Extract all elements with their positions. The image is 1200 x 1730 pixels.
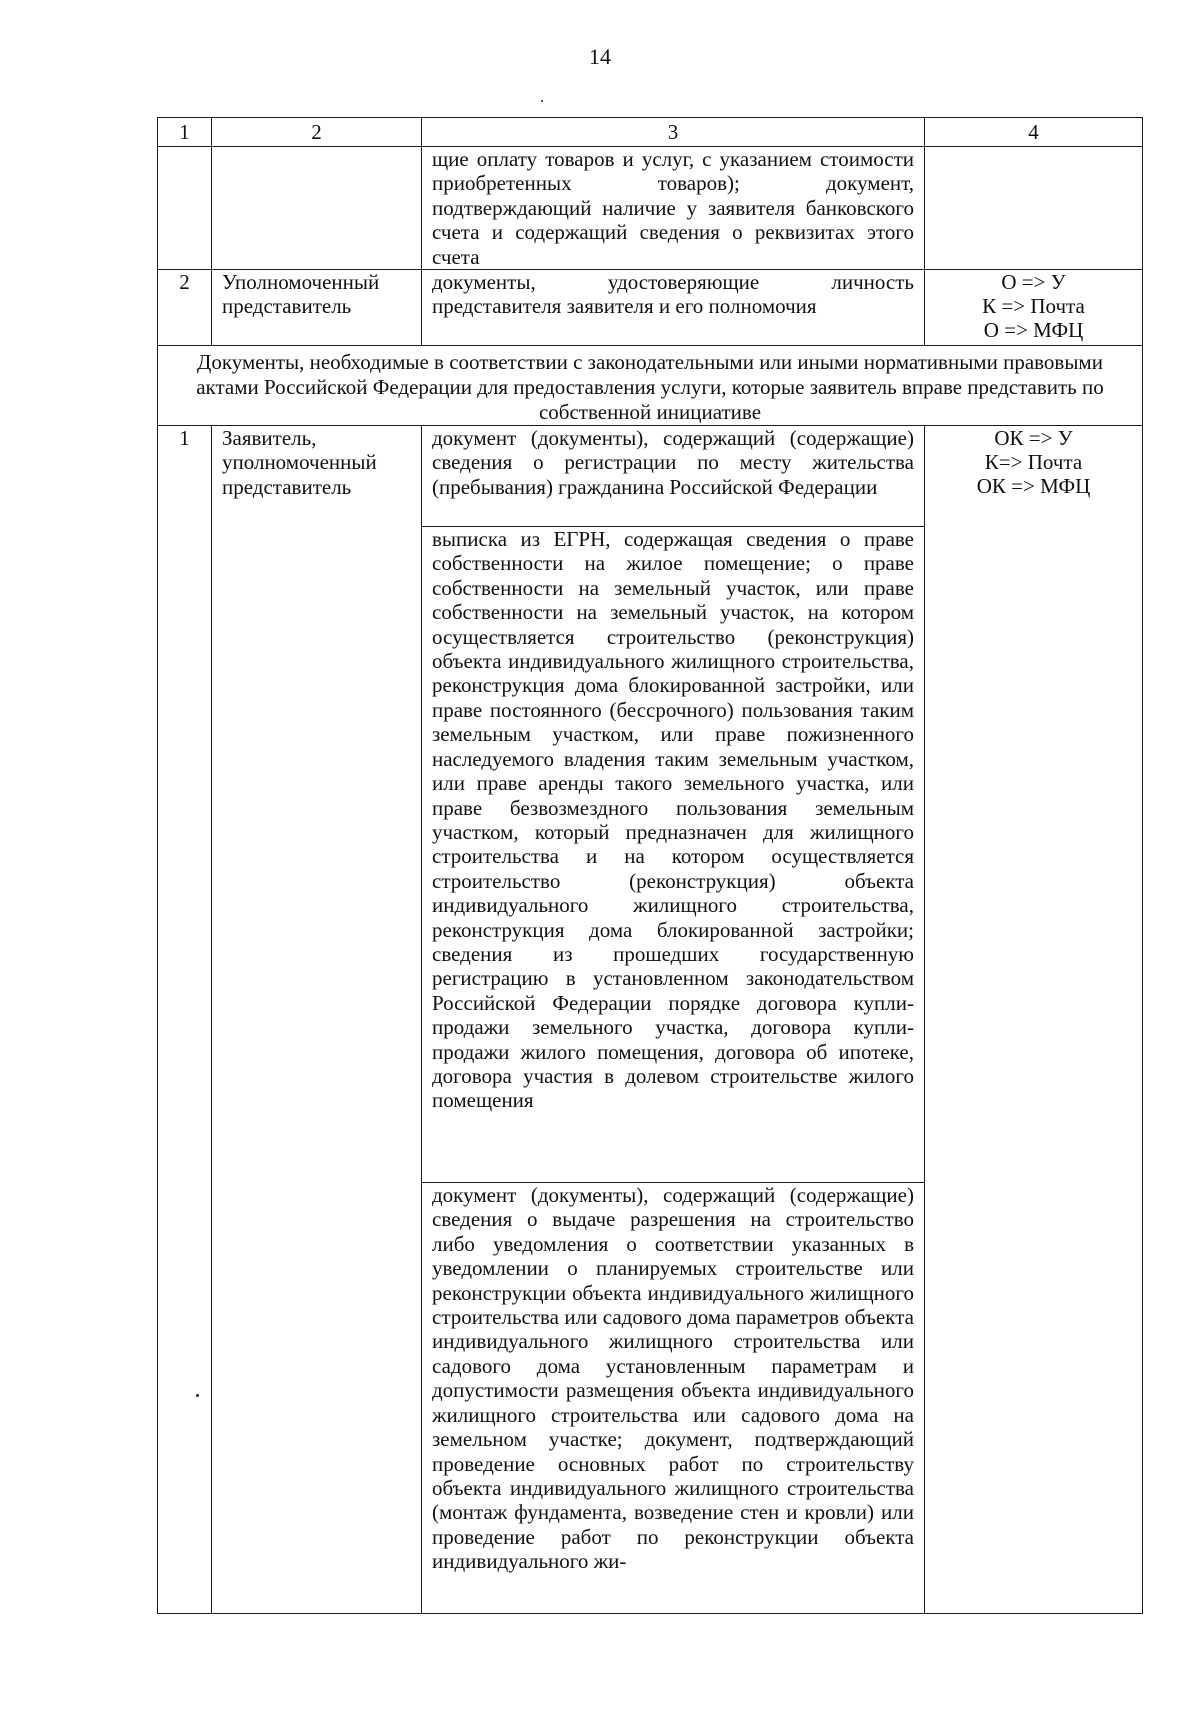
submission-channels xyxy=(925,426,1143,1614)
table-row xyxy=(158,147,1143,270)
channel-line: ОК => У xyxy=(994,426,1073,451)
column-header-1: 1 xyxy=(158,118,212,147)
table-header-row xyxy=(158,118,1143,147)
page-number: 14 xyxy=(589,44,611,69)
document-description: документ (документы), содержащий (содержащие) сведения о регистрации по месту жительства (пребывания) гражданина Российской Федерации xyxy=(422,426,925,527)
stray-mark xyxy=(541,100,543,102)
table-row xyxy=(158,270,1143,346)
applicant-category: Заявитель, уполномоченный представитель xyxy=(212,426,422,1614)
column-header-3: 3 xyxy=(422,118,925,147)
row-number: 1 xyxy=(158,426,212,1614)
document-description: выписка из ЕГРН, содержащая сведения о праве собственности на жилое помещение; о праве собственности на земельный участок, или праве собственности на земельный участок, на котором осуществляется строительство (реконструкция) объекта индивидуального жилищного строительства, реконструкция дома блокированной застройки, или праве постоянного (бессрочного) пользования таким земельным участком, или праве пожизненного наследуемого владения таким земельным участком, или праве аренды такого земельного участка, или праве безвозмездного пользования земельным участком, который предназначен для жилищного строительства и на котором осуществляется строительство (реконструкция) объекта индивидуального жилищного строительства, реконструкция дома блокированной застройки; сведения из прошедших государственную регистрацию в установленном законодательством Российской Федерации порядке договора купли-продажи земельного участка, договора купли-продажи жилого помещения, договора об ипотеке, договора участия в долевом строительстве жилого помещения xyxy=(422,527,925,1183)
submission-channels xyxy=(925,147,1143,270)
channel-line: О => МФЦ xyxy=(983,318,1084,343)
channel-line: К => Почта xyxy=(982,294,1085,319)
section-header-row xyxy=(158,346,1143,426)
column-header-2: 2 xyxy=(212,118,422,147)
section-title: Документы, необходимые в соответствии с законодательными или иными нормативными правовыми актами Российской Федерации для предоставления услуги, которые заявитель вправе представить по собственной инициативе xyxy=(158,346,1143,426)
row-number xyxy=(158,147,212,270)
applicant-category xyxy=(212,147,422,270)
submission-channels xyxy=(925,270,1143,346)
channel-line: О => У xyxy=(1001,270,1066,295)
table-row xyxy=(158,426,1143,527)
channel-line: К=> Почта xyxy=(984,450,1083,475)
documents-table xyxy=(157,117,1143,1614)
channel-line: ОК => МФЦ xyxy=(976,474,1091,499)
stray-mark xyxy=(196,1394,199,1397)
document-description: документ (документы), содержащий (содержащие) сведения о выдаче разрешения на строительство либо уведомления о соответствии указанных в уведомлении о планируемых строительстве или реконструкции объекта индивидуального жилищного строительства или садового дома параметров объекта индивидуального жилищного строительства или садового дома установленным параметрам и допустимости размещения объекта индивидуального жилищного строительства или садового дома на земельном участке; документ, подтверждающий проведение основных работ по строительству объекта индивидуального жилищного строительства (монтаж фундамента, возведение стен и кровли) или проведение работ по реконструкции объекта индивидуального жи- xyxy=(422,1183,925,1614)
row-number: 2 xyxy=(158,270,212,346)
document-description: щие оплату товаров и услуг, с указанием стоимости приобретенных товаров); документ, подтверждающий наличие у заявителя банковского счета и содержащий сведения о реквизитах этого счета xyxy=(422,147,925,270)
column-header-4: 4 xyxy=(925,118,1143,147)
applicant-category: Уполномоченный представитель xyxy=(212,270,422,346)
document-description: документы, удостоверяющие личность представителя заявителя и его полномочия xyxy=(422,270,925,346)
